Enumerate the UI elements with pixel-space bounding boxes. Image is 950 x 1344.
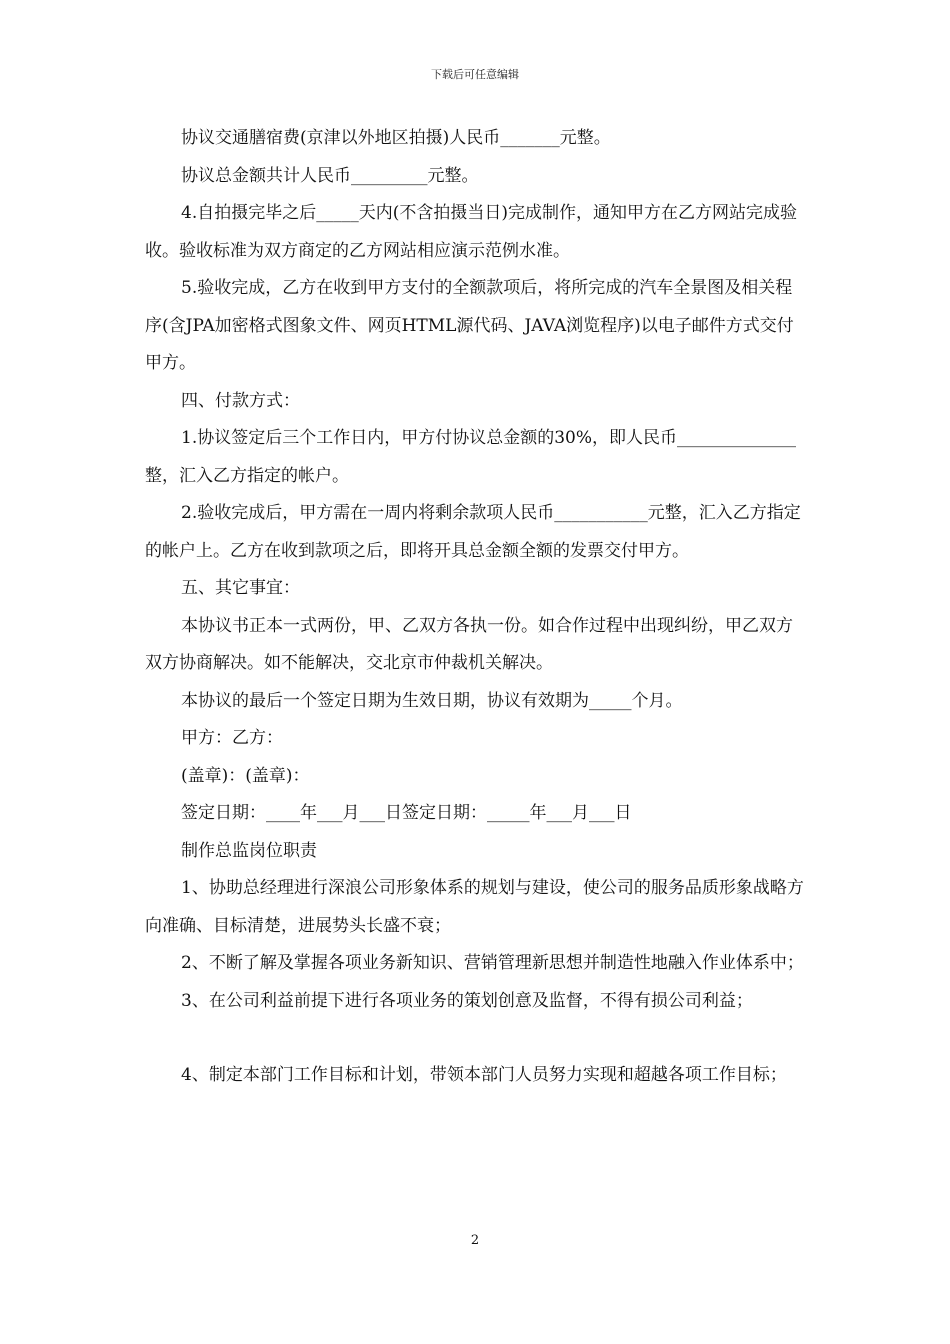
document-body <box>145 120 807 1095</box>
paragraph-transport-fee: 协议交通膳宿费(京津以外地区拍摄)人民币_______元整。 <box>181 128 611 148</box>
blank-line <box>145 1020 807 1057</box>
signature-seals: (盖章)：(盖章)： <box>181 765 310 786</box>
paragraph-copies: 本协议书正本一式两份，甲、乙双方各执一份。如合作过程中出现纠纷，甲乙双方双方协商解决。如不能解决，交北京市仲裁机关解决。 <box>145 615 793 673</box>
page-header: 下载后可任意编辑 <box>431 68 519 81</box>
duty-item-1: 1、协助总经理进行深浪公司形象体系的规划与建设，使公司的服务品质形象战略方向准确、目标清楚，进展势头长盛不衰； <box>145 878 804 936</box>
duty-item-4: 4、制定本部门工作目标和计划，带领本部门人员努力实现和超越各项工作目标； <box>181 1065 787 1085</box>
paragraph-validity: 本协议的最后一个签定日期为生效日期，协议有效期为_____个月。 <box>181 690 683 711</box>
paragraph-clause-5: 5.验收完成，乙方在收到甲方支付的全额款项后，将所完成的汽车全景图及相关程序(含JPA加密格式图象文件、网页HTML源代码、JAVA浏览程序)以电子邮件方式交付甲方。 <box>145 278 794 373</box>
page-number: 2 <box>470 1233 480 1248</box>
section-heading-payment: 四、付款方式： <box>181 390 300 411</box>
paragraph-payment-2: 2.验收完成后，甲方需在一周内将剩余款项人民币___________元整，汇入乙方指定的帐户上。乙方在收到款项之后，即将开具总金额全额的发票交付甲方。 <box>145 503 801 561</box>
signature-parties: 甲方：乙方： <box>181 728 283 748</box>
signature-dates: 签定日期：____年___月___日签定日期：_____年___月___日 <box>181 803 632 823</box>
paragraph-clause-4: 4.自拍摄完毕之后_____天内(不含拍摄当日)完成制作，通知甲方在乙方网站完成验收。验收标准为双方商定的乙方网站相应演示范例水准。 <box>145 203 797 261</box>
paragraph-total-amount: 协议总金额共计人民币_________元整。 <box>181 165 479 186</box>
section-heading-other: 五、其它事宜： <box>181 578 300 598</box>
duty-item-2: 2、不断了解及掌握各项业务新知识、营销管理新思想并制造性地融入作业体系中； <box>181 953 804 973</box>
job-title-heading: 制作总监岗位职责 <box>181 840 317 861</box>
duty-item-3: 3、在公司利益前提下进行各项业务的策划创意及监督，不得有损公司利益； <box>181 990 753 1011</box>
paragraph-payment-1: 1.协议签定后三个工作日内，甲方付协议总金额的30%，即人民币______________整，汇入乙方指定的帐户。 <box>145 428 797 486</box>
